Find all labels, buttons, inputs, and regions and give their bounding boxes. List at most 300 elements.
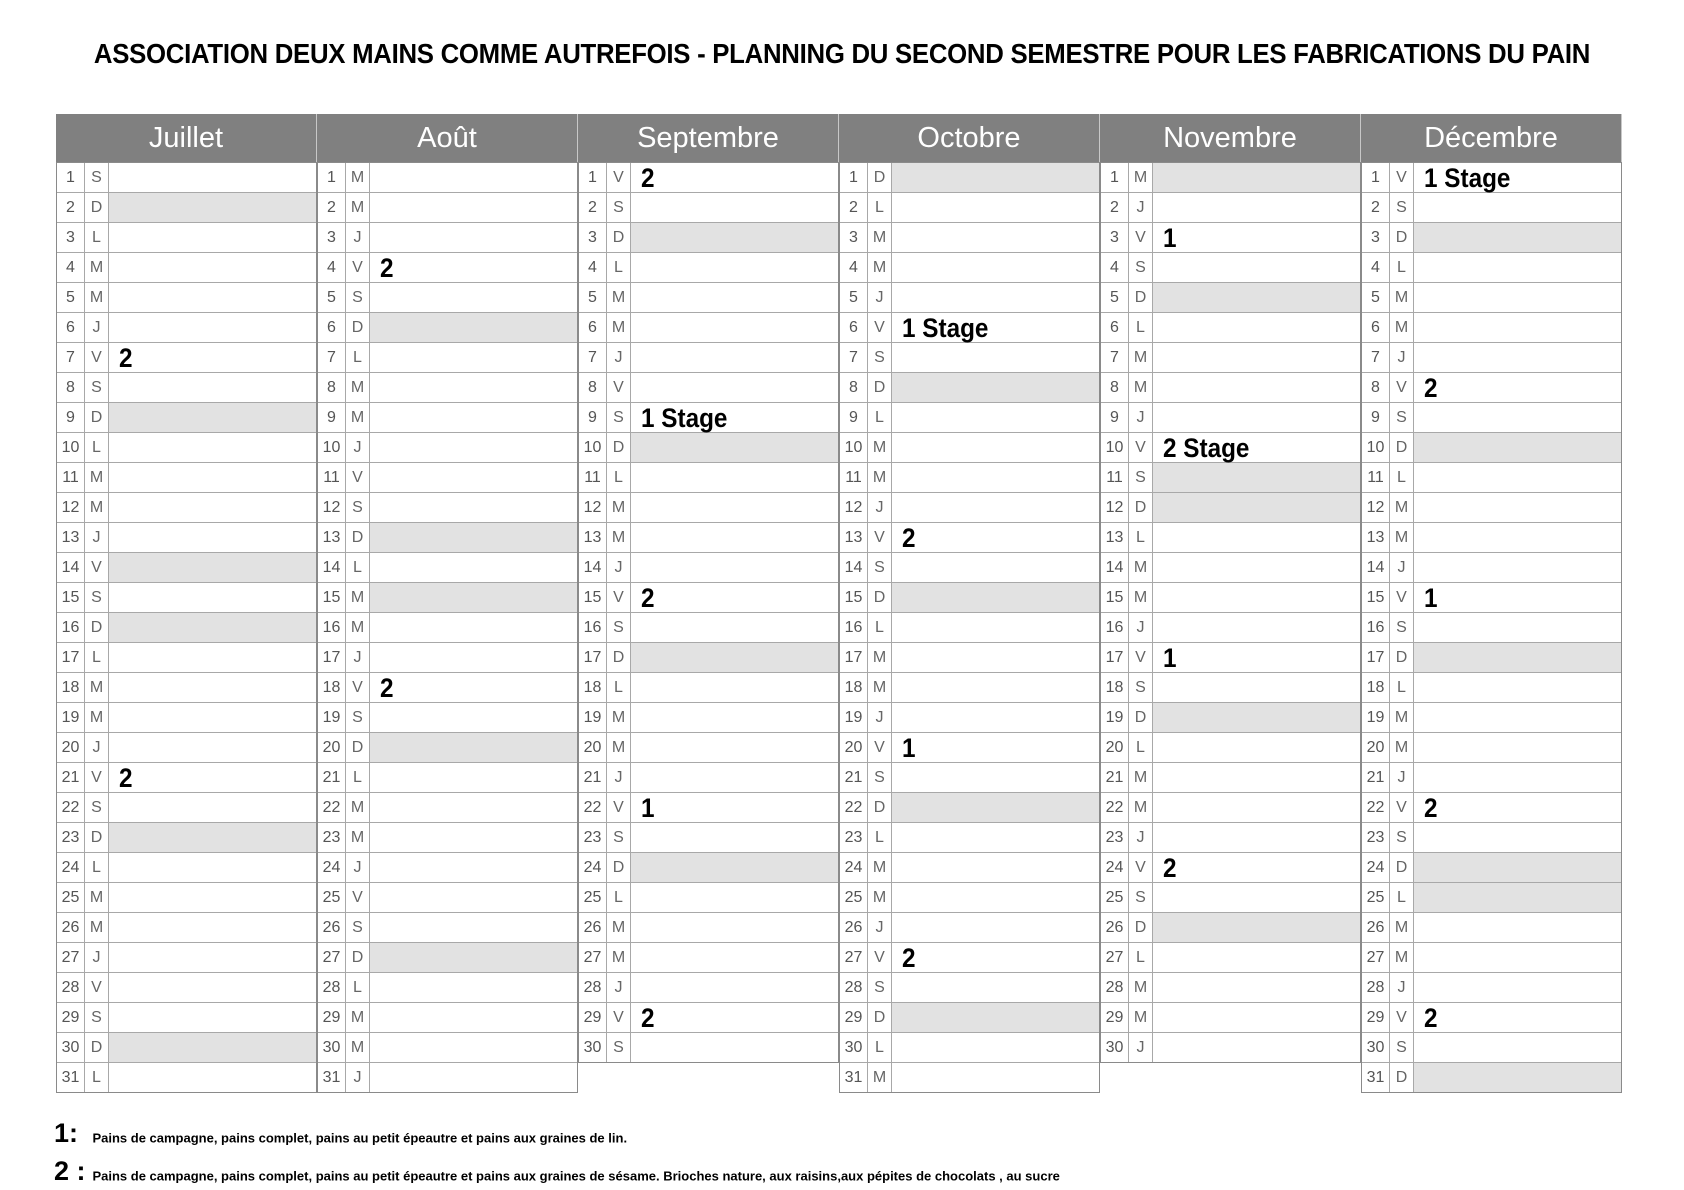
day-row [318,162,577,192]
weekday-letter: M [607,493,631,522]
day-cell [1153,493,1360,522]
day-number: 19 [1362,703,1390,732]
day-row [840,372,1099,402]
day-cell [1153,523,1360,552]
day-row [579,522,838,552]
weekday-letter: J [85,733,109,762]
day-number: 20 [57,733,85,762]
day-row [1362,852,1621,882]
month-column [56,114,317,1093]
day-number: 23 [57,823,85,852]
day-row [579,882,838,912]
day-row [1362,162,1621,192]
weekday-letter: M [1129,763,1153,792]
weekday-letter: S [607,403,631,432]
day-number: 2 [57,193,85,222]
day-row [57,1032,316,1062]
weekday-letter: M [346,613,370,642]
day-row [1362,882,1621,912]
day-cell [109,163,316,192]
weekday-letter: M [868,673,892,702]
day-cell [1153,253,1360,282]
weekday-letter: V [346,253,370,282]
day-cell [370,493,577,522]
day-number: 6 [1362,313,1390,342]
day-cell [370,883,577,912]
weekday-letter: M [868,883,892,912]
day-row [1362,372,1621,402]
day-cell [631,883,838,912]
day-row [57,732,316,762]
day-row [57,522,316,552]
day-row [1362,222,1621,252]
weekday-letter: L [607,253,631,282]
day-row [840,852,1099,882]
day-cell [109,703,316,732]
day-number: 31 [1362,1063,1390,1092]
day-number: 7 [1362,343,1390,372]
weekday-letter: J [1390,973,1414,1002]
day-cell [1153,703,1360,732]
legend-item-2 [54,1156,1060,1187]
weekday-letter: M [346,1003,370,1032]
weekday-letter: V [85,343,109,372]
bake-note: 1 Stage [1424,163,1511,193]
day-cell [1153,463,1360,492]
day-number: 7 [1101,343,1129,372]
day-row [840,822,1099,852]
day-row [1362,1062,1621,1092]
day-number: 12 [318,493,346,522]
day-number: 21 [57,763,85,792]
weekday-letter: M [85,673,109,702]
day-list [317,162,578,1093]
month-column [317,114,578,1093]
day-number: 25 [579,883,607,912]
day-cell [892,253,1099,282]
day-cell [109,913,316,942]
weekday-letter: L [1390,883,1414,912]
day-number: 22 [579,793,607,822]
weekday-letter: V [346,673,370,702]
day-row [1362,252,1621,282]
weekday-letter: M [1390,703,1414,732]
day-row [1101,972,1360,1002]
weekday-letter: D [1129,493,1153,522]
weekday-letter: S [346,493,370,522]
day-number: 31 [840,1063,868,1092]
day-cell [1153,1003,1360,1032]
day-row [318,402,577,432]
day-row [1101,822,1360,852]
day-row [318,732,577,762]
day-cell [1414,1033,1621,1062]
day-number: 26 [318,913,346,942]
day-number: 7 [57,343,85,372]
day-row [1362,582,1621,612]
day-cell [1153,313,1360,342]
bake-note: 2 [119,343,133,373]
day-row [57,402,316,432]
day-row [840,882,1099,912]
day-row [1362,192,1621,222]
weekday-letter: D [85,823,109,852]
day-cell [109,343,316,372]
day-number: 3 [318,223,346,252]
day-row [840,522,1099,552]
day-row [840,222,1099,252]
weekday-letter: M [607,283,631,312]
bake-note: 2 [380,253,394,283]
day-cell [1414,283,1621,312]
day-list [1100,162,1361,1063]
day-row [579,222,838,252]
day-row [1362,732,1621,762]
day-row [1101,582,1360,612]
day-number: 2 [318,193,346,222]
weekday-letter: V [607,583,631,612]
weekday-letter: J [1129,403,1153,432]
day-cell [892,763,1099,792]
bake-note: 1 [641,793,655,823]
day-cell [370,763,577,792]
weekday-letter: V [868,523,892,552]
day-row [318,1002,577,1032]
day-number: 13 [1101,523,1129,552]
day-number: 12 [840,493,868,522]
day-number: 4 [1101,253,1129,282]
day-row [318,372,577,402]
weekday-letter: D [85,403,109,432]
day-cell [1414,523,1621,552]
day-number: 29 [1362,1003,1390,1032]
weekday-letter: L [1390,253,1414,282]
day-number: 19 [1101,703,1129,732]
day-number: 20 [579,733,607,762]
bake-note: 2 [119,763,133,793]
bake-note: 2 [1163,853,1177,883]
day-row [840,792,1099,822]
day-row [318,1062,577,1092]
day-cell [892,913,1099,942]
day-number: 4 [840,253,868,282]
day-cell [1414,973,1621,1002]
day-row [318,552,577,582]
day-cell [631,643,838,672]
day-number: 27 [1362,943,1390,972]
day-cell [1414,1063,1621,1092]
weekday-letter: D [346,313,370,342]
weekday-letter: V [1129,223,1153,252]
day-number: 28 [1101,973,1129,1002]
day-row [318,792,577,822]
weekday-letter: M [607,703,631,732]
day-cell [109,643,316,672]
day-list [839,162,1100,1093]
bake-note: 2 [1424,1003,1438,1033]
day-row [318,972,577,1002]
weekday-letter: S [85,583,109,612]
weekday-letter: V [868,943,892,972]
day-row [57,342,316,372]
weekday-letter: S [1390,193,1414,222]
day-cell [370,613,577,642]
weekday-letter: S [868,553,892,582]
day-cell [892,703,1099,732]
day-cell [1414,673,1621,702]
day-number: 13 [579,523,607,552]
weekday-letter: V [607,793,631,822]
day-row [57,942,316,972]
weekday-letter: D [1390,223,1414,252]
day-number: 11 [1362,463,1390,492]
day-number: 14 [57,553,85,582]
day-row [57,882,316,912]
legend-text: Pains de campagne, pains complet, pains au petit épeautre et pains aux graines de sésame. Brioches nature, aux raisins,aux pépites de chocolats , au sucre [92,1168,1060,1184]
day-number: 5 [1101,283,1129,312]
day-cell [370,403,577,432]
day-number: 15 [1101,583,1129,612]
day-number: 24 [579,853,607,882]
day-cell [370,193,577,222]
day-number: 23 [840,823,868,852]
day-cell [631,583,838,612]
weekday-letter: S [85,373,109,402]
weekday-letter: L [1390,673,1414,702]
weekday-letter: V [607,373,631,402]
day-row [1362,552,1621,582]
day-number: 29 [840,1003,868,1032]
day-cell [370,583,577,612]
day-number: 22 [1101,793,1129,822]
day-row [579,852,838,882]
day-row [1101,912,1360,942]
weekday-letter: L [85,853,109,882]
weekday-letter: S [85,793,109,822]
day-number: 18 [1362,673,1390,702]
day-row [1101,192,1360,222]
day-row [579,372,838,402]
day-cell [892,673,1099,702]
day-cell [1414,733,1621,762]
day-list [56,162,317,1093]
day-number: 29 [318,1003,346,1032]
day-number: 9 [57,403,85,432]
weekday-letter: M [85,703,109,732]
day-number: 5 [318,283,346,312]
weekday-letter: V [1390,793,1414,822]
weekday-letter: L [868,193,892,222]
day-number: 29 [1101,1003,1129,1032]
bake-note: 2 [1424,373,1438,403]
bake-note: 1 Stage [902,313,989,343]
weekday-letter: M [346,583,370,612]
day-number: 1 [1362,163,1390,192]
day-cell [892,943,1099,972]
day-cell [1153,553,1360,582]
day-cell [1153,973,1360,1002]
day-number: 10 [840,433,868,462]
day-cell [370,703,577,732]
day-row [840,642,1099,672]
day-cell [631,703,838,732]
day-number: 3 [579,223,607,252]
day-number: 25 [1362,883,1390,912]
day-number: 16 [318,613,346,642]
day-number: 21 [840,763,868,792]
weekday-letter: D [868,373,892,402]
day-number: 25 [1101,883,1129,912]
day-cell [109,883,316,912]
day-number: 27 [840,943,868,972]
day-cell [892,313,1099,342]
day-cell [892,463,1099,492]
day-number: 8 [318,373,346,402]
month-column [1100,114,1361,1063]
day-row [318,612,577,642]
day-row [1362,702,1621,732]
day-number: 18 [1101,673,1129,702]
day-number: 27 [57,943,85,972]
day-row [318,432,577,462]
day-cell [109,523,316,552]
day-row [840,252,1099,282]
day-cell [1414,793,1621,822]
day-number: 8 [840,373,868,402]
day-cell [1153,163,1360,192]
day-cell [109,463,316,492]
day-cell [892,613,1099,642]
weekday-letter: V [868,733,892,762]
day-row [318,522,577,552]
day-cell [109,583,316,612]
day-cell [1414,493,1621,522]
day-row [318,492,577,522]
weekday-letter: S [607,193,631,222]
day-row [318,192,577,222]
day-row [1362,522,1621,552]
weekday-letter: M [85,463,109,492]
day-row [1101,372,1360,402]
bake-note: 1 [902,733,916,763]
day-cell [631,613,838,642]
day-row [579,822,838,852]
weekday-letter: V [346,883,370,912]
day-cell [370,1003,577,1032]
weekday-letter: J [1390,763,1414,792]
weekday-letter: J [1129,613,1153,642]
day-number: 13 [318,523,346,552]
day-number: 4 [579,253,607,282]
day-row [840,762,1099,792]
day-number: 24 [57,853,85,882]
bake-note: 2 [641,1003,655,1033]
day-cell [892,883,1099,912]
day-cell [370,163,577,192]
weekday-letter: V [1129,643,1153,672]
day-number: 28 [1362,973,1390,1002]
weekday-letter: L [1129,523,1153,552]
weekday-letter: M [346,1033,370,1062]
bake-note: 2 Stage [1163,433,1250,463]
weekday-letter: D [85,613,109,642]
weekday-letter: L [1390,463,1414,492]
day-number: 18 [579,673,607,702]
day-row [1362,912,1621,942]
day-row [318,222,577,252]
day-cell [892,553,1099,582]
weekday-letter: M [1390,913,1414,942]
day-number: 12 [57,493,85,522]
day-row [57,702,316,732]
day-row [1362,942,1621,972]
weekday-letter: S [868,343,892,372]
day-cell [892,433,1099,462]
day-row [57,432,316,462]
day-row [1101,942,1360,972]
day-cell [1153,223,1360,252]
weekday-letter: S [1390,823,1414,852]
day-cell [892,193,1099,222]
day-row [57,462,316,492]
day-cell [109,793,316,822]
semester-calendar [56,114,1624,1094]
day-cell [109,283,316,312]
day-number: 17 [579,643,607,672]
day-number: 22 [318,793,346,822]
weekday-letter: M [1129,343,1153,372]
day-cell [1414,313,1621,342]
day-cell [892,403,1099,432]
weekday-letter: S [346,703,370,732]
day-row [1362,672,1621,702]
legend-item-1 [54,1118,627,1149]
day-row [840,582,1099,612]
weekday-letter: J [85,523,109,552]
weekday-letter: S [1129,463,1153,492]
weekday-letter: M [607,943,631,972]
day-number: 22 [1362,793,1390,822]
day-cell [370,1063,577,1092]
weekday-letter: M [868,1063,892,1092]
day-cell [631,823,838,852]
day-cell [370,223,577,252]
day-number: 16 [840,613,868,642]
day-row [57,912,316,942]
day-number: 20 [318,733,346,762]
weekday-letter: J [1129,193,1153,222]
day-cell [1153,403,1360,432]
day-cell [370,913,577,942]
day-cell [1153,283,1360,312]
day-number: 11 [840,463,868,492]
bake-note: 2 [641,583,655,613]
day-row [1362,642,1621,672]
weekday-letter: S [607,613,631,642]
day-number: 23 [1101,823,1129,852]
day-cell [631,313,838,342]
weekday-letter: M [868,223,892,252]
day-row [318,822,577,852]
weekday-letter: J [346,433,370,462]
day-row [1101,222,1360,252]
day-number: 2 [840,193,868,222]
weekday-letter: D [868,163,892,192]
day-number: 26 [57,913,85,942]
day-row [1362,312,1621,342]
day-number: 18 [840,673,868,702]
day-cell [1414,253,1621,282]
